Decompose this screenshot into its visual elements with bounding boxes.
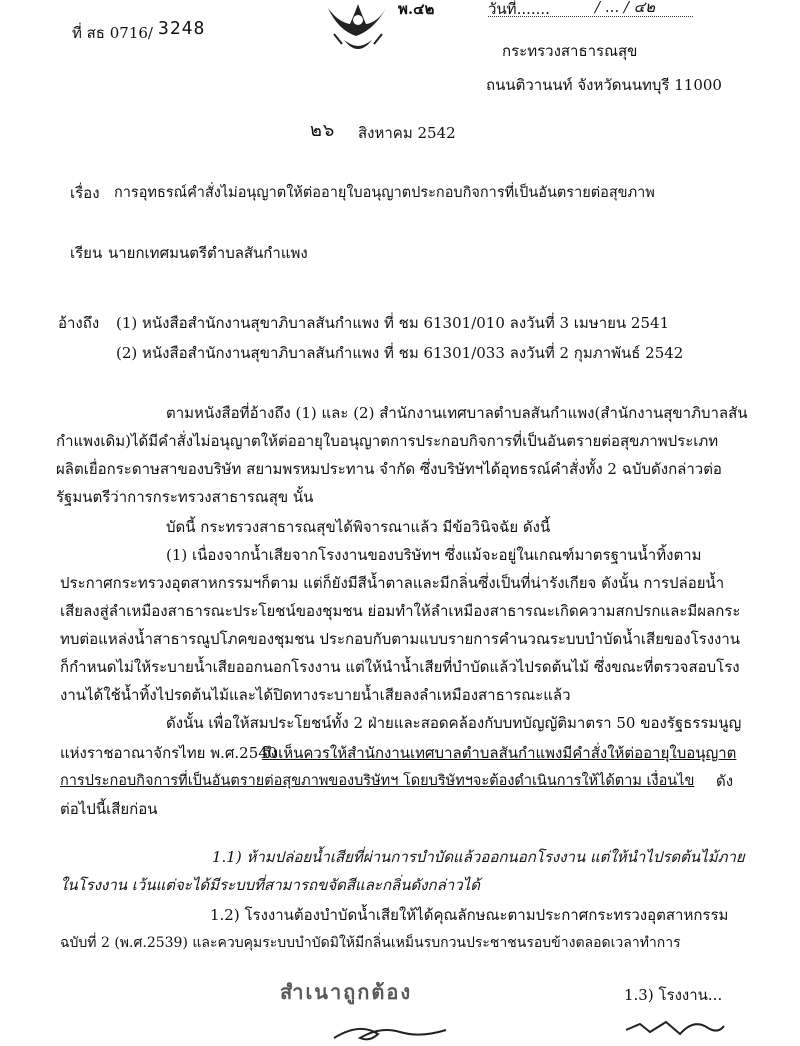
date-label: วันที่....... [488,0,550,18]
ministry-name: กระทรวงสาธารณสุข [502,42,638,60]
references-label: อ้างถึง [58,314,100,332]
signature-icon [330,1012,450,1046]
reference-item-2: (2) หนังสือสำนักงานสุขาภิบาลสันกำแพง ที่ ชม 61301/033 ลงวันที่ 2 กุมภาพันธ์ 2542 [116,344,684,362]
paragraph-2: บัดนี้ กระทรวงสาธารณสุขได้พิจารณาแล้ว มีข้อวินิจฉัย ดังนี้ [166,518,551,536]
reference-number-handwritten: 3248 [158,18,206,39]
subject-text: การอุทธรณ์คำสั่งไม่อนุญาตให้ต่ออายุใบอนุญาตประกอบกิจการที่เป็นอันตรายต่อสุขภาพ [114,185,655,201]
condition-1-line-2: ในโรงงาน เว้นแต่จะได้มีระบบที่สามารถขจัดสีและกลิ่นดังกล่าวได้ [60,876,480,894]
initials-icon [620,1012,730,1042]
reference-number-label: ที่ สธ 0716/ [72,24,153,42]
paragraph-1-line-1: ตามหนังสือที่อ้างถึง (1) และ (2) สำนักงานเทศบาลตำบลสันกำแพง(สำนักงานสุขาภิบาลสัน [166,404,748,422]
paragraph-4-underlined-1: จึงเห็นควรให้สำนักงานเทศบาลตำบลสันกำแพงมีคำสั่งให้ต่ออายุใบอนุญาต [262,744,737,762]
date-dotted-line [488,16,693,17]
letter-day: ๒๖ [310,120,336,141]
paragraph-4-tail: ดัง [716,772,734,790]
recipient-text: นายกเทศมนตรีตำบลสันกำแพง [108,244,308,262]
paragraph-4-line-2-start: แห่งราชอาณาจักรไทย พ.ศ.2540 [60,744,278,762]
reference-item-1: (1) หนังสือสำนักงานสุขาภิบาลสันกำแพง ที่ ชม 61301/010 ลงวันที่ 3 เมษายน 2541 [116,314,670,332]
paragraph-1-line-4: รัฐมนตรีว่าการกระทรวงสาธารณสุข นั้น [56,488,314,506]
date-handwritten: / ... / ๔๒ [595,0,655,16]
condition-1-line-1: 1.1) ห้ามปล่อยน้ำเสียที่ผ่านการบำบัดแล้วออกนอกโรงงาน แต่ให้นำไปรดต้นไม้ภาย [212,848,745,866]
ministry-address: ถนนติวานนท์ จังหวัดนนทบุรี 11000 [486,76,722,94]
paragraph-1-line-2: กำแพงเดิม)ได้มีคำสั่งไม่อนุญาตให้ต่ออายุใบอนุญาตการประกอบกิจการที่เป็นอันตรายต่อสุขภาพประเภท [56,432,719,450]
paragraph-1-line-3: ผลิตเยื่อกระดาษสาของบริษัท สยามพรหมประทาน จำกัด ซึ่งบริษัทฯได้อุทธรณ์คำสั่งทั้ง 2 ฉบับดังกล่าวต่อ [56,460,722,478]
recipient-label: เรียน [70,244,103,262]
year-mark: พ.๔๒ [398,0,435,18]
letter-month-year: สิงหาคม 2542 [358,124,456,142]
paragraph-3-line-4: ทบต่อแหล่งน้ำสาธารณูปโภคของชุมชน ประกอบกับตามแบบรายการคำนวณระบบบำบัดน้ำเสียของโรงงาน [60,630,741,648]
subject-label: เรื่อง [70,184,100,202]
garuda-emblem-icon [318,0,398,58]
paragraph-3-line-6: งานได้ใช้น้ำทิ้งไปรดต้นไม้และได้ปิดทางระบายน้ำเสียลงลำเหมืองสาธารณะแล้ว [60,686,571,704]
paragraph-3-line-1: (1) เนื่องจากน้ำเสียจากโรงงานของบริษัทฯ ซึ่งแม้จะอยู่ในเกณฑ์มาตรฐานน้ำทิ้งตาม [166,546,702,564]
paragraph-4-line-1: ดังนั้น เพื่อให้สมประโยชน์ทั้ง 2 ฝ่ายและสอดคล้องกับบทบัญญัติมาตรา 50 ของรัฐธรรมนูญ [166,714,742,732]
continuation-text: 1.3) โรงงาน... [624,986,723,1004]
paragraph-4-line-4: ต่อไปนี้เสียก่อน [60,800,158,818]
stamp-text: สำเนาถูกต้อง [280,980,413,1004]
condition-2-line-1: 1.2) โรงงานต้องบำบัดน้ำเสียให้ได้คุณลักษณะตามประกาศกระทรวงอุตสาหกรรม [210,906,729,924]
paragraph-4-underlined-2: การประกอบกิจการที่เป็นอันตรายต่อสุขภาพของบริษัทฯ โดยบริษัทฯจะต้องดำเนินการให้ได้ตาม เงื่อนไข [60,773,695,789]
paragraph-3-line-3: เสียลงสู่ลำเหมืองสาธารณะประโยชน์ของชุมชน ย่อมทำให้ลำเหมืองสาธารณะเกิดความสกปรกและมีผลกระ [60,602,741,620]
paragraph-3-line-2: ประกาศกระทรวงอุตสาหกรรมฯก็ตาม แต่ก็ยังมีสีน้ำตาลและมีกลิ่นซึ่งเป็นที่น่ารังเกียจ ดังนั้น การปล่อยน้ำ [60,574,725,592]
condition-2-line-2: ฉบับที่ 2 (พ.ศ.2539) และควบคุมระบบบำบัดมิให้มีกลิ่นเหม็นรบกวนประชาชนรอบข้างตลอดเวลาทำการ [60,935,681,951]
certified-copy-stamp [270,975,440,1015]
paragraph-3-line-5: ก็กำหนดไม่ให้ระบายน้ำเสียออกนอกโรงงาน แต่ให้นำน้ำเสียที่บำบัดแล้วไปรดต้นไม้ ซึ่งขณะที่ตรวจสอบโรง [60,658,740,676]
